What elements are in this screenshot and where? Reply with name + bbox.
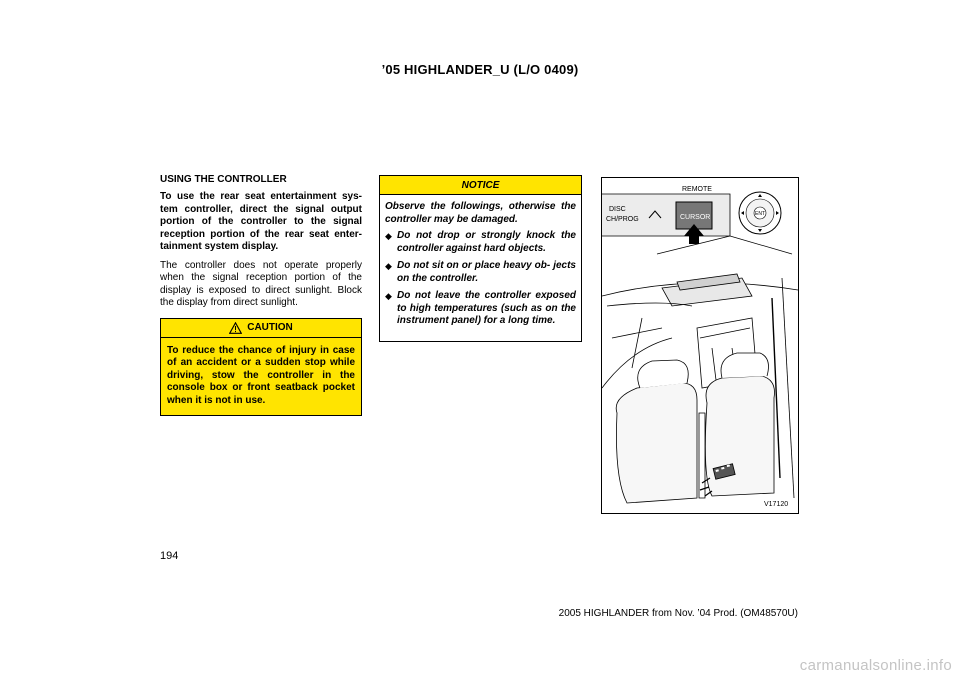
caution-box: [160, 318, 362, 417]
footer-text: 2005 HIGHLANDER from Nov. ’04 Prod. (OM48570U): [558, 608, 798, 619]
warning-triangle-icon: [229, 322, 242, 334]
watermark: carmanualsonline.info: [799, 657, 952, 674]
cursor-label: CURSOR: [680, 214, 711, 221]
notice-box: [379, 175, 582, 342]
controller-illustration-drawing: [602, 178, 798, 513]
disc-label: DISC: [609, 206, 626, 213]
page-number: 194: [160, 550, 179, 562]
list-item: [385, 230, 576, 255]
caution-header: [161, 319, 361, 338]
caution-title: CAUTION: [247, 322, 293, 333]
notice-body: [380, 195, 581, 341]
left-column: [160, 174, 362, 416]
running-header: ’05 HIGHLANDER_U (L/O 0409): [381, 62, 579, 77]
list-item: [385, 290, 576, 328]
controller-illustration: [601, 177, 799, 514]
diamond-bullet-icon: ◆: [385, 261, 392, 271]
ent-label: ENT: [755, 211, 765, 217]
notice-item-text: Do not leave the controller exposed to high temperatures (such as on the instrument panel) for a long time.: [397, 290, 576, 326]
notice-item-text: Do not sit on or place heavy ob- jects on the controller.: [397, 260, 576, 284]
chprog-label: CH/PROG: [606, 216, 639, 223]
figure-code: V17120: [764, 501, 789, 508]
remote-control-closeup: [602, 186, 792, 254]
intro-paragraph: To use the rear seat entertainment sys- tem controller, direct the signal output portion of the controller to the signal reception portion of the rear seat enter- tainment system display.: [160, 191, 362, 252]
diamond-bullet-icon: ◆: [385, 231, 392, 241]
caution-text: To reduce the chance of injury in case of an accident or a sudden stop while driving, stow the controller in the console box or front seatback pocket when it is not in use.: [167, 344, 355, 406]
notice-item-text: Do not drop or strongly knock the controller against hard objects.: [397, 230, 576, 254]
diamond-bullet-icon: ◆: [385, 291, 392, 301]
remote-label: REMOTE: [682, 186, 712, 193]
sunlight-paragraph: The controller does not operate properly when the signal reception portion of the display is exposed to direct sunlight. Block the display from direct sunlight.: [160, 259, 362, 308]
section-heading: USING THE CONTROLLER: [160, 174, 287, 185]
list-item: [385, 260, 576, 285]
car-interior: [602, 274, 798, 503]
notice-title: NOTICE: [380, 176, 581, 195]
notice-intro: Observe the followings, otherwise the controller may be damaged.: [385, 201, 576, 225]
